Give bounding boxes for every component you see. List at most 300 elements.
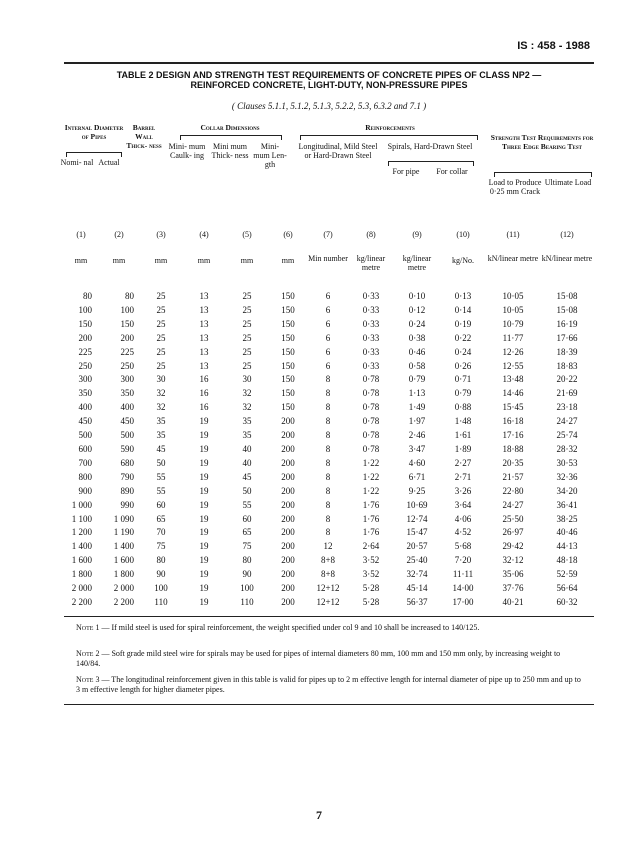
note-1-label: Note 1	[76, 623, 100, 632]
table-row	[64, 540, 594, 554]
table-cell: 1·61	[454, 430, 472, 441]
unit-10: kg/No.	[452, 256, 474, 265]
table-cell: 150	[281, 346, 295, 357]
table-cell: 25	[156, 318, 166, 329]
table-cell: 200	[281, 457, 295, 468]
table-cell: 1 800	[113, 569, 134, 580]
table-cell: 8	[325, 402, 331, 413]
table-cell: 1·13	[408, 388, 426, 399]
table-cell: 80	[156, 555, 166, 566]
table-title-line1: TABLE 2 DESIGN AND STRENGTH TEST REQUIREMENTS OF CONCRETE PIPES OF CLASS NP2 —	[116, 70, 542, 80]
table-cell: 200	[281, 416, 295, 427]
table-cell: 70	[156, 527, 166, 538]
unit-9: kg/linear metre	[402, 254, 432, 272]
table-cell: 0·58	[408, 360, 426, 371]
note-2-text: — Soft grade mild steel wire for spirals may be used for pipes of internal diameters 80 mm, 100 mm and 150 mm only, by increasing weight to 140/84.	[76, 649, 561, 668]
table-cell: 8	[325, 485, 331, 496]
table-cell: 4·52	[454, 527, 472, 538]
table-cell: 1 600	[71, 555, 92, 566]
table-cell: 90	[156, 569, 166, 580]
unit-6: mm	[281, 256, 295, 265]
table-cell: 13	[199, 332, 209, 343]
table-cell: 350	[78, 388, 92, 399]
table-cell: 12	[323, 541, 333, 552]
colnum-8: (8)	[366, 230, 376, 239]
table-row	[64, 290, 594, 304]
table-cell: 0·78	[362, 416, 380, 427]
table-cell: 80	[242, 555, 252, 566]
table-cell: 19	[199, 416, 209, 427]
table-cell: 8	[325, 416, 331, 427]
table-cell: 0·78	[362, 374, 380, 385]
unit-12: kN/linear metre	[541, 254, 593, 263]
table-cell: 1 600	[113, 555, 134, 566]
table-cell: 1·89	[454, 443, 472, 454]
table-cell: 10·79	[502, 318, 524, 329]
table-cell: 250	[78, 360, 92, 371]
table-cell: 1 090	[113, 513, 134, 524]
table-cell: 2 200	[113, 596, 134, 607]
table-cell: 45	[242, 471, 252, 482]
table-cell: 12+12	[316, 596, 340, 607]
table-cell: 450	[78, 416, 92, 427]
header-for-collar: For collar	[436, 167, 468, 176]
table-cell: 0·33	[362, 318, 380, 329]
table-cell: 65	[242, 527, 252, 538]
table-cell: 100	[240, 583, 254, 594]
table-row	[64, 485, 594, 499]
table-cell: 17·16	[502, 430, 524, 441]
table-cell: 56·37	[406, 596, 428, 607]
header-collar-dimensions: Collar Dimensions	[200, 123, 260, 132]
note-1-text: — If mild steel is used for spiral reinforcement, the weight specified under col 9 and 10 shall be increased to 140/125.	[101, 623, 480, 632]
table-cell: 25	[242, 346, 252, 357]
table-cell: 20·57	[406, 541, 428, 552]
table-cell: 13	[199, 291, 209, 301]
table-cell: 0·22	[454, 332, 472, 343]
standard-reference: IS : 458 - 1988	[517, 40, 590, 52]
table-cell: 6	[325, 304, 331, 315]
table-cell: 0·33	[362, 332, 380, 343]
table-cell: 200	[120, 332, 134, 343]
table-cell: 40	[242, 443, 252, 454]
colnum-10: (10)	[456, 230, 470, 239]
table-bottom-rule	[64, 616, 594, 617]
note-2-label: Note 2	[76, 649, 100, 658]
table-row	[64, 499, 594, 513]
table-cell: 0·14	[454, 304, 472, 315]
table-row	[64, 360, 594, 374]
table-row	[64, 443, 594, 457]
table-cell: 32·12	[502, 555, 524, 566]
table-cell: 90	[242, 569, 252, 580]
top-rule	[64, 62, 594, 64]
table-cell: 2 200	[71, 596, 92, 607]
table-cell: 8	[325, 499, 331, 510]
table-cell: 0·78	[362, 402, 380, 413]
note-2	[76, 649, 586, 669]
table-cell: 8+8	[320, 555, 336, 566]
table-cell: 25	[242, 291, 252, 301]
table-cell: 0·10	[408, 291, 426, 301]
table-cell: 19	[199, 555, 209, 566]
note-3-label: Note 3	[76, 675, 100, 684]
table-cell: 6	[325, 346, 331, 357]
table-cell: 52·59	[556, 569, 578, 580]
table-cell: 400	[78, 402, 92, 413]
table-cell: 80	[83, 291, 92, 301]
colnum-5: (5)	[242, 230, 252, 239]
table-cell: 12·55	[502, 360, 524, 371]
table-cell: 29·42	[502, 541, 524, 552]
table-cell: 1 100	[71, 513, 92, 524]
brace-reinforcements	[300, 135, 478, 140]
table-cell: 75	[242, 541, 252, 552]
table-cell: 25	[242, 304, 252, 315]
header-for-pipe: For pipe	[392, 167, 420, 176]
colnum-6: (6)	[283, 230, 293, 239]
table-cell: 55	[156, 471, 166, 482]
colnum-3: (3)	[156, 230, 166, 239]
table-cell: 1 400	[71, 541, 92, 552]
table-cell: 32	[156, 402, 166, 413]
table-row	[64, 387, 594, 401]
table-cell: 1·49	[408, 402, 426, 413]
table-cell: 35	[156, 430, 166, 441]
table-cell: 150	[281, 318, 295, 329]
table-cell: 890	[120, 485, 134, 496]
table-cell: 25	[156, 291, 166, 301]
table-cell: 35	[242, 430, 252, 441]
table-cell: 200	[281, 596, 295, 607]
table-cell: 16	[199, 374, 209, 385]
table-cell: 32	[156, 388, 166, 399]
table-cell: 32	[242, 402, 252, 413]
table-cell: 30	[156, 374, 166, 385]
unit-11: kN/linear metre	[487, 254, 539, 263]
data-table	[64, 290, 594, 610]
table-cell: 24·27	[502, 499, 524, 510]
table-row	[64, 471, 594, 485]
table-cell: 6	[325, 332, 331, 343]
table-cell: 350	[120, 388, 134, 399]
table-cell: 25	[156, 332, 166, 343]
table-cell: 11·11	[452, 569, 474, 580]
table-cell: 0·33	[362, 360, 380, 371]
table-cell: 4·06	[454, 513, 472, 524]
table-cell: 8	[325, 527, 331, 538]
table-cell: 0·26	[454, 360, 472, 371]
table-cell: 19	[199, 569, 209, 580]
table-cell: 35	[156, 416, 166, 427]
table-cell: 30	[242, 374, 252, 385]
table-cell: 18·39	[556, 346, 578, 357]
header-load-crack: Load to Produce 0·25 mm Crack	[488, 178, 542, 196]
table-cell: 40·21	[502, 596, 524, 607]
table-cell: 225	[78, 346, 92, 357]
table-cell: 19	[199, 499, 209, 510]
table-cell: 19	[199, 583, 209, 594]
table-cell: 25	[156, 346, 166, 357]
table-cell: 16	[199, 388, 209, 399]
table-cell: 1·22	[362, 471, 380, 482]
table-cell: 0·71	[454, 374, 472, 385]
header-ultimate-load: Ultimate Load	[544, 178, 592, 187]
table-cell: 200	[281, 499, 295, 510]
table-cell: 0·78	[362, 388, 380, 399]
table-cell: 200	[281, 513, 295, 524]
unit-7: Min number	[308, 254, 348, 263]
table-cell: 2·64	[362, 541, 380, 552]
header-barrel-wall: Barrel Wall Thick- ness	[126, 123, 162, 150]
table-row	[64, 582, 594, 596]
note-3-text: — The longitudinal reinforcement given in this table is valid for pipes up to 2 m effective length for internal diameter of pipe up to 250 mm and up to 3 m effective length for higher diameter pipes.	[76, 675, 581, 694]
table-cell: 20·35	[502, 457, 524, 468]
table-cell: 200	[78, 332, 92, 343]
table-cell: 17·66	[556, 332, 578, 343]
table-cell: 11·77	[502, 332, 524, 343]
table-cell: 13·48	[502, 374, 524, 385]
table-cell: 590	[120, 443, 134, 454]
table-cell: 21·57	[502, 471, 524, 482]
table-cell: 150	[281, 360, 295, 371]
clauses-reference: ( Clauses 5.1.1, 5.1.2, 5.1.3, 5.2.2, 5.3, 6.3.2 and 7.1 )	[231, 101, 427, 111]
table-cell: 19	[199, 457, 209, 468]
table-cell: 150	[281, 388, 295, 399]
table-cell: 12·26	[502, 346, 524, 357]
table-row	[64, 318, 594, 332]
table-cell: 2·46	[408, 430, 426, 441]
table-cell: 150	[281, 374, 295, 385]
table-cell: 6·71	[408, 471, 426, 482]
table-cell: 48·18	[556, 555, 578, 566]
table-cell: 19	[199, 513, 209, 524]
table-cell: 21·69	[556, 388, 578, 399]
table-cell: 0·33	[362, 291, 380, 301]
table-cell: 16	[199, 402, 209, 413]
table-cell: 1·48	[454, 416, 472, 427]
table-cell: 250	[120, 360, 134, 371]
header-reinforcements: Reinforcements	[365, 123, 415, 132]
table-cell: 0·24	[408, 318, 426, 329]
table-cell: 800	[78, 471, 92, 482]
colnum-7: (7)	[323, 230, 333, 239]
units-row	[64, 254, 594, 272]
table-cell: 0·78	[362, 430, 380, 441]
table-cell: 0·24	[454, 346, 472, 357]
header-spirals: Spirals, Hard-Drawn Steel	[387, 142, 473, 151]
table-cell: 60	[242, 513, 252, 524]
table-row	[64, 526, 594, 540]
table-cell: 60	[156, 499, 166, 510]
table-cell: 150	[281, 291, 295, 301]
header-nominal: Nomi- nal	[60, 158, 94, 167]
unit-2: mm	[112, 256, 126, 265]
table-cell: 25	[156, 360, 166, 371]
table-row	[64, 401, 594, 415]
table-cell: 0·46	[408, 346, 426, 357]
table-cell: 8	[325, 513, 331, 524]
table-cell: 19	[199, 596, 209, 607]
table-cell: 22·80	[502, 485, 524, 496]
colnum-1: (1)	[76, 230, 86, 239]
table-cell: 25·74	[556, 430, 578, 441]
table-cell: 1 200	[71, 527, 92, 538]
table-cell: 4·60	[408, 457, 426, 468]
table-cell: 50	[242, 485, 252, 496]
table-cell: 400	[120, 402, 134, 413]
table-cell: 38·25	[556, 513, 578, 524]
table-cell: 12+12	[316, 583, 340, 594]
brace-spirals	[388, 161, 474, 166]
table-cell: 1·22	[362, 457, 380, 468]
table-cell: 110	[154, 596, 168, 607]
table-cell: 3·52	[362, 569, 380, 580]
table-cell: 200	[281, 471, 295, 482]
table-cell: 25	[242, 360, 252, 371]
table-cell: 13	[199, 360, 209, 371]
table-cell: 0·79	[408, 374, 426, 385]
table-cell: 45·14	[406, 583, 428, 594]
table-cell: 200	[281, 430, 295, 441]
brace-collar	[180, 135, 282, 140]
table-cell: 50	[156, 457, 166, 468]
table-cell: 32·74	[406, 569, 428, 580]
table-cell: 600	[78, 443, 92, 454]
table-cell: 200	[281, 527, 295, 538]
unit-8: kg/linear metre	[356, 254, 386, 272]
header-actual: Actual	[98, 158, 120, 167]
table-cell: 14·46	[502, 388, 524, 399]
table-cell: 25·40	[406, 555, 428, 566]
table-cell: 150	[281, 332, 295, 343]
table-cell: 19	[199, 527, 209, 538]
table-cell: 44·13	[556, 541, 578, 552]
table-cell: 2·27	[454, 457, 472, 468]
table-row	[64, 513, 594, 527]
table-cell: 1·76	[362, 527, 380, 538]
colnum-9: (9)	[412, 230, 422, 239]
header-min-caulking: Mini- mum Caulk- ing	[168, 142, 206, 160]
table-cell: 45	[156, 443, 166, 454]
table-row	[64, 596, 594, 610]
table-cell: 450	[120, 416, 134, 427]
table-cell: 100	[78, 304, 92, 315]
table-cell: 19	[199, 485, 209, 496]
table-cell: 200	[281, 569, 295, 580]
table-cell: 32	[242, 388, 252, 399]
table-cell: 34·20	[556, 485, 578, 496]
table-cell: 6	[325, 291, 331, 301]
table-cell: 0·78	[362, 443, 380, 454]
table-cell: 13	[199, 346, 209, 357]
table-cell: 18·83	[556, 360, 578, 371]
table-cell: 0·12	[408, 304, 426, 315]
table-cell: 200	[281, 555, 295, 566]
table-cell: 10·69	[406, 499, 428, 510]
table-cell: 75	[156, 541, 166, 552]
unit-5: mm	[240, 256, 254, 265]
table-cell: 80	[125, 291, 134, 301]
table-cell: 680	[120, 457, 134, 468]
table-cell: 2 000	[113, 583, 134, 594]
bottom-rule	[64, 704, 594, 705]
table-cell: 1 800	[71, 569, 92, 580]
table-cell: 18·88	[502, 443, 524, 454]
table-cell: 55	[156, 485, 166, 496]
table-cell: 15·45	[502, 402, 524, 413]
table-row	[64, 332, 594, 346]
table-cell: 100	[154, 583, 168, 594]
table-cell: 110	[240, 596, 254, 607]
table-cell: 150	[281, 304, 295, 315]
page-number: 7	[316, 808, 322, 822]
table-cell: 0·33	[362, 346, 380, 357]
table-row	[64, 429, 594, 443]
table-cell: 15·47	[406, 527, 428, 538]
table-cell: 900	[78, 485, 92, 496]
table-cell: 28·32	[556, 443, 578, 454]
table-cell: 790	[120, 471, 134, 482]
header-strength-test: Strength Test Requirements for Three Edge Bearing Test	[490, 133, 594, 151]
table-cell: 100	[120, 304, 134, 315]
table-cell: 10·05	[502, 291, 524, 301]
note-3	[76, 675, 586, 695]
table-cell: 1 000	[71, 499, 92, 510]
table-cell: 0·79	[454, 388, 472, 399]
table-cell: 9·25	[408, 485, 426, 496]
table-cell: 3·64	[454, 499, 472, 510]
table-cell: 700	[78, 457, 92, 468]
table-cell: 200	[281, 541, 295, 552]
table-row	[64, 304, 594, 318]
table-cell: 8	[325, 443, 331, 454]
table-cell: 37·76	[502, 583, 524, 594]
table-row	[64, 415, 594, 429]
table-cell: 300	[78, 374, 92, 385]
table-cell: 35	[242, 416, 252, 427]
table-cell: 1·97	[408, 416, 426, 427]
table-cell: 30·53	[556, 457, 578, 468]
table-cell: 56·64	[556, 583, 578, 594]
table-cell: 1·76	[362, 513, 380, 524]
table-cell: 150	[281, 402, 295, 413]
unit-1: mm	[74, 256, 88, 265]
table-cell: 13	[199, 304, 209, 315]
table-cell: 8	[325, 388, 331, 399]
table-cell: 20·22	[556, 374, 578, 385]
table-cell: 32·36	[556, 471, 578, 482]
table-cell: 40	[242, 457, 252, 468]
header-internal-diameter: Internal Diameter of Pipes	[64, 123, 124, 141]
table-cell: 200	[281, 485, 295, 496]
colnum-12: (12)	[560, 230, 574, 239]
table-cell: 0·33	[362, 304, 380, 315]
table-cell: 15·08	[556, 304, 578, 315]
table-cell: 8	[325, 457, 331, 468]
table-cell: 300	[120, 374, 134, 385]
table-cell: 16·19	[556, 318, 578, 329]
table-cell: 26·97	[502, 527, 524, 538]
colnum-4: (4)	[199, 230, 209, 239]
table-cell: 40·46	[556, 527, 578, 538]
unit-3: mm	[154, 256, 168, 265]
note-1	[76, 623, 586, 633]
table-cell: 6	[325, 318, 331, 329]
table-cell: 0·88	[454, 402, 472, 413]
table-cell: 13	[199, 318, 209, 329]
table-cell: 1·76	[362, 499, 380, 510]
